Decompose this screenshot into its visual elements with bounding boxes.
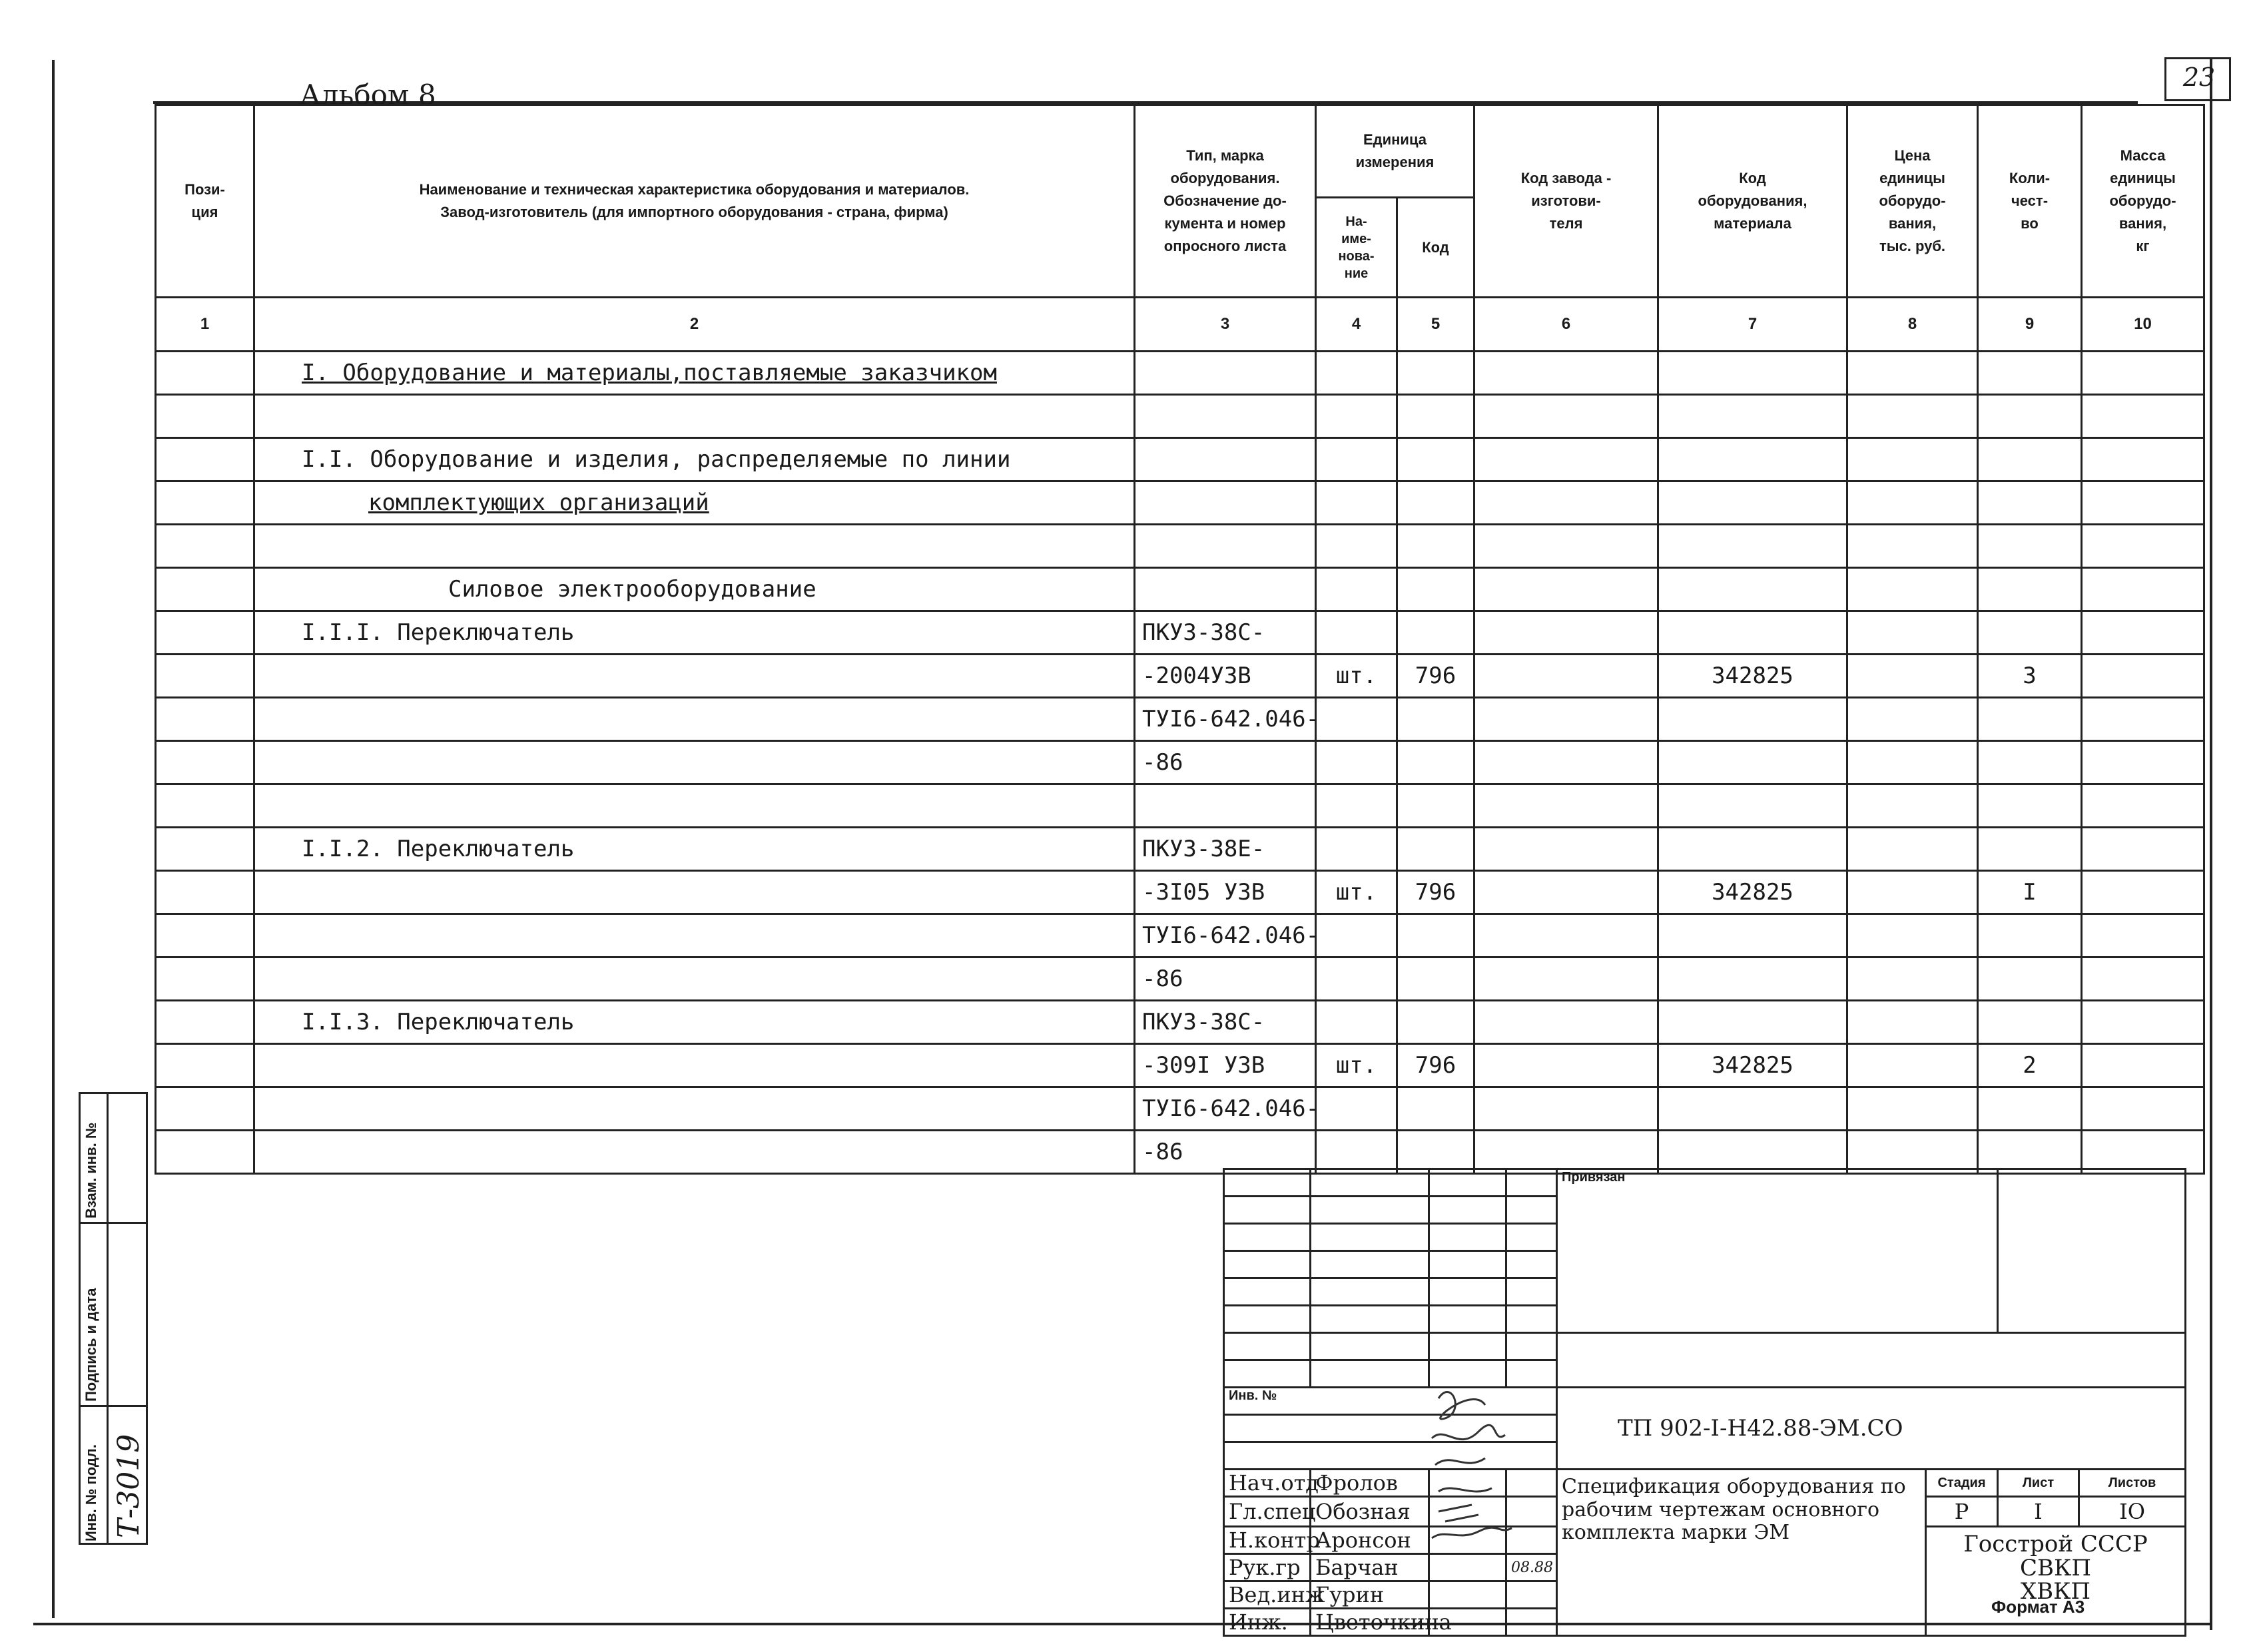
price-cell: [1847, 438, 1978, 481]
unit-code-cell: [1397, 352, 1474, 395]
mass-cell: [2082, 395, 2204, 438]
staff-name: Фролов: [1311, 1470, 1429, 1497]
unit-name-cell: [1316, 958, 1397, 1001]
name-cell: I. Оборудование и материалы,поставляемые заказчиком: [254, 352, 1135, 395]
pos-cell: [156, 958, 254, 1001]
price-cell: [1847, 525, 1978, 568]
qty-cell: [1978, 1001, 2082, 1044]
unit-code-cell: [1397, 784, 1474, 828]
unit-name-cell: [1316, 914, 1397, 958]
mass-cell: [2082, 828, 2204, 871]
name-cell: [254, 525, 1135, 568]
sheets-label: Листов: [2079, 1470, 2186, 1497]
type-cell: -86: [1135, 1131, 1316, 1174]
table-row: [156, 395, 2204, 438]
unit-name-cell: шт.: [1316, 871, 1397, 914]
name-cell: I.I.2. Переключатель: [254, 828, 1135, 871]
staff-name: Барчан: [1311, 1554, 1429, 1581]
name-cell: [254, 741, 1135, 784]
table-row: [156, 481, 2204, 525]
maker-code-cell: [1474, 481, 1658, 525]
unit-code-cell: [1397, 438, 1474, 481]
type-cell: ПКУЗ-38Е-: [1135, 828, 1316, 871]
name-cell: [254, 958, 1135, 1001]
mass-cell: [2082, 1001, 2204, 1044]
type-cell: [1135, 395, 1316, 438]
qty-cell: I: [1978, 871, 2082, 914]
unit-name-cell: [1316, 784, 1397, 828]
staff-name: Цветочкина: [1311, 1609, 1429, 1636]
column-number: 8: [1847, 298, 1978, 352]
type-cell: [1135, 481, 1316, 525]
maker-code-cell: [1474, 698, 1658, 741]
format-label: Формат А3: [1991, 1597, 2085, 1617]
column-number: 10: [2082, 298, 2204, 352]
column-number-row: [156, 298, 2204, 352]
column-number: 1: [156, 298, 254, 352]
sheet-value: I: [1998, 1497, 2079, 1527]
qty-cell: [1978, 481, 2082, 525]
inventory-handwritten: Т-3019: [112, 1434, 146, 1538]
header-row: [156, 105, 2204, 198]
header-qty: Коли- чест- во: [1978, 105, 2082, 298]
unit-name-cell: [1316, 1001, 1397, 1044]
unit-name-cell: [1316, 741, 1397, 784]
mass-cell: [2082, 525, 2204, 568]
pos-cell: [156, 1087, 254, 1131]
qty-cell: 3: [1978, 655, 2082, 698]
type-cell: -86: [1135, 958, 1316, 1001]
maker-code-cell: [1474, 611, 1658, 655]
blank-strip: [1557, 1333, 2186, 1388]
pos-cell: [156, 741, 254, 784]
type-cell: ПКУЗ-38С-: [1135, 1001, 1316, 1044]
signature: [1429, 1554, 1506, 1581]
price-cell: [1847, 1131, 1978, 1174]
unit-code-cell: [1397, 481, 1474, 525]
price-cell: [1847, 828, 1978, 871]
frame-right: [2210, 59, 2212, 1630]
mass-cell: [2082, 655, 2204, 698]
qty-cell: 2: [1978, 1044, 2082, 1087]
price-cell: [1847, 568, 1978, 611]
table-row: [156, 655, 2204, 698]
equipment-code-cell: 342825: [1658, 655, 1847, 698]
maker-code-cell: [1474, 784, 1658, 828]
unit-code-cell: [1397, 828, 1474, 871]
type-cell: [1135, 568, 1316, 611]
equipment-code-cell: [1658, 611, 1847, 655]
column-number: 7: [1658, 298, 1847, 352]
maker-code-cell: [1474, 1044, 1658, 1087]
equipment-code-cell: [1658, 438, 1847, 481]
staff-name: Обозная: [1311, 1497, 1429, 1527]
title-block: [1223, 1168, 2186, 1637]
equipment-code-cell: [1658, 352, 1847, 395]
pos-cell: [156, 611, 254, 655]
mass-cell: [2082, 438, 2204, 481]
maker-code-cell: [1474, 1001, 1658, 1044]
maker-code-cell: [1474, 914, 1658, 958]
price-cell: [1847, 871, 1978, 914]
mass-cell: [2082, 958, 2204, 1001]
qty-cell: [1978, 914, 2082, 958]
unit-name-cell: [1316, 395, 1397, 438]
column-number: 5: [1397, 298, 1474, 352]
pos-cell: [156, 655, 254, 698]
type-cell: -2004УЗВ: [1135, 655, 1316, 698]
inv-no-label: Инв. №: [1224, 1388, 1557, 1415]
sheets-value: IO: [2079, 1497, 2186, 1527]
column-number: 6: [1474, 298, 1658, 352]
column-number: 4: [1316, 298, 1397, 352]
column-number: 9: [1978, 298, 2082, 352]
type-cell: [1135, 438, 1316, 481]
equipment-code-cell: [1658, 1001, 1847, 1044]
equipment-code-cell: [1658, 1087, 1847, 1131]
mass-cell: [2082, 352, 2204, 395]
type-cell: -309I УЗВ: [1135, 1044, 1316, 1087]
qty-cell: [1978, 568, 2082, 611]
pos-cell: [156, 1131, 254, 1174]
mass-cell: [2082, 1087, 2204, 1131]
table-row: [156, 1044, 2204, 1087]
mass-cell: [2082, 568, 2204, 611]
unit-name-cell: шт.: [1316, 655, 1397, 698]
unit-name-cell: [1316, 698, 1397, 741]
frame-left: [52, 60, 55, 1618]
staff-row-0: [1224, 1470, 2186, 1497]
maker-code-cell: [1474, 525, 1658, 568]
organization: Госстрой СССР СВКП ХВКП: [1926, 1527, 2186, 1636]
unit-code-cell: 796: [1397, 655, 1474, 698]
unit-name-cell: [1316, 1131, 1397, 1174]
table-row: [156, 1087, 2204, 1131]
unit-name-cell: [1316, 611, 1397, 655]
album-label: Альбом 8: [300, 79, 436, 111]
equipment-code-cell: [1658, 958, 1847, 1001]
qty-cell: [1978, 784, 2082, 828]
name-cell: [254, 1087, 1135, 1131]
staff-role: Н.контр: [1224, 1527, 1311, 1554]
table-row: [156, 352, 2204, 395]
pos-cell: [156, 352, 254, 395]
price-cell: [1847, 958, 1978, 1001]
maker-code-cell: [1474, 352, 1658, 395]
qty-cell: [1978, 611, 2082, 655]
mass-cell: [2082, 1131, 2204, 1174]
name-cell: [254, 655, 1135, 698]
doc-code: ТП 902-I-Н42.88-ЭМ.СО: [1557, 1388, 2186, 1470]
sheet-number: 23: [2182, 63, 2216, 92]
table-row: [156, 1001, 2204, 1044]
column-number: 3: [1135, 298, 1316, 352]
unit-name-cell: [1316, 481, 1397, 525]
price-cell: [1847, 352, 1978, 395]
price-cell: [1847, 1044, 1978, 1087]
table-row: [156, 611, 2204, 655]
price-cell: [1847, 655, 1978, 698]
name-cell: [254, 1131, 1135, 1174]
unit-code-cell: 796: [1397, 871, 1474, 914]
qty-cell: [1978, 395, 2082, 438]
header-unit-code: Код: [1397, 198, 1474, 298]
column-number: 2: [254, 298, 1135, 352]
mass-cell: [2082, 741, 2204, 784]
name-cell: [254, 914, 1135, 958]
pos-cell: [156, 914, 254, 958]
staff-role: Инж.: [1224, 1609, 1311, 1636]
equipment-code-cell: [1658, 525, 1847, 568]
pos-cell: [156, 525, 254, 568]
signatures: [1425, 1372, 1518, 1545]
unit-code-cell: [1397, 1131, 1474, 1174]
price-cell: [1847, 1087, 1978, 1131]
unit-code-cell: [1397, 1087, 1474, 1131]
price-cell: [1847, 741, 1978, 784]
unit-code-cell: [1397, 568, 1474, 611]
table-row: [156, 741, 2204, 784]
equipment-code-cell: [1658, 698, 1847, 741]
unit-code-cell: [1397, 1001, 1474, 1044]
date: 08.88: [1506, 1554, 1557, 1581]
maker-code-cell: [1474, 1087, 1658, 1131]
description: Спецификация оборудования по рабочим чертежам основного комплекта марки ЭМ: [1557, 1470, 1926, 1636]
type-cell: ТУI6-642.046-: [1135, 1087, 1316, 1131]
type-cell: -3I05 УЗВ: [1135, 871, 1316, 914]
side-label-vzam-inv: Взам. инв. №: [83, 1122, 99, 1219]
equipment-code-cell: [1658, 568, 1847, 611]
name-cell: [254, 784, 1135, 828]
price-cell: [1847, 698, 1978, 741]
mass-cell: [2082, 481, 2204, 525]
unit-name-cell: [1316, 1087, 1397, 1131]
name-cell: I.I.3. Переключатель: [254, 1001, 1135, 1044]
unit-code-cell: [1397, 914, 1474, 958]
table-row: [156, 525, 2204, 568]
name-cell: [254, 1044, 1135, 1087]
table-row: [156, 1131, 2204, 1174]
table-row: [156, 438, 2204, 481]
type-cell: [1135, 525, 1316, 568]
name-cell: комплектующих организаций: [254, 481, 1135, 525]
mass-cell: [2082, 871, 2204, 914]
maker-code-cell: [1474, 828, 1658, 871]
equipment-code-cell: [1658, 914, 1847, 958]
type-cell: [1135, 352, 1316, 395]
name-cell: [254, 871, 1135, 914]
qty-cell: [1978, 438, 2082, 481]
maker-code-cell: [1474, 958, 1658, 1001]
equipment-code-cell: [1658, 481, 1847, 525]
name-cell: Силовое электрооборудование: [254, 568, 1135, 611]
side-label-signature-date: Подпись и дата: [83, 1288, 99, 1402]
price-cell: [1847, 1001, 1978, 1044]
qty-cell: [1978, 698, 2082, 741]
specification-table: [155, 104, 2205, 1175]
unit-name-cell: [1316, 525, 1397, 568]
privyazan-label: Привязан: [1557, 1169, 1998, 1333]
header-name: Наименование и техническая характеристика оборудования и материалов. Завод-изготовитель (для импортного оборудования - страна, фирма): [254, 105, 1135, 298]
side-label-inv-podl: Инв. № подл.: [83, 1444, 99, 1541]
type-cell: -86: [1135, 741, 1316, 784]
pos-cell: [156, 481, 254, 525]
unit-code-cell: [1397, 525, 1474, 568]
header-price: Цена единицы оборудо- вания, тыс. руб.: [1847, 105, 1978, 298]
pos-cell: [156, 568, 254, 611]
header-code: Код оборудования, материала: [1658, 105, 1847, 298]
unit-code-cell: [1397, 611, 1474, 655]
equipment-code-cell: 342825: [1658, 1044, 1847, 1087]
qty-cell: [1978, 1087, 2082, 1131]
table-row: [156, 914, 2204, 958]
unit-name-cell: [1316, 828, 1397, 871]
staff-role: Рук.гр: [1224, 1554, 1311, 1581]
header-type: Тип, марка оборудования. Обозначение до- кумента и номер опросного листа: [1135, 105, 1316, 298]
table-row: [156, 784, 2204, 828]
table-row: [156, 698, 2204, 741]
pos-cell: [156, 1001, 254, 1044]
privyazan-value: [1998, 1169, 2186, 1333]
pos-cell: [156, 828, 254, 871]
mass-cell: [2082, 914, 2204, 958]
staff-role: Гл.спец: [1224, 1497, 1311, 1527]
header-pos: Пози- ция: [156, 105, 254, 298]
maker-code-cell: [1474, 741, 1658, 784]
maker-code-cell: [1474, 438, 1658, 481]
table-row: [156, 871, 2204, 914]
qty-cell: [1978, 828, 2082, 871]
maker-code-cell: [1474, 871, 1658, 914]
qty-cell: [1978, 525, 2082, 568]
unit-code-cell: [1397, 958, 1474, 1001]
mass-cell: [2082, 1044, 2204, 1087]
signature: [1429, 1581, 1506, 1609]
qty-cell: [1978, 741, 2082, 784]
maker-code-cell: [1474, 1131, 1658, 1174]
name-cell: [254, 395, 1135, 438]
equipment-code-cell: 342825: [1658, 871, 1847, 914]
header-mass: Масса единицы оборудо- вания, кг: [2082, 105, 2204, 298]
unit-code-cell: [1397, 741, 1474, 784]
unit-name-cell: [1316, 438, 1397, 481]
staff-name: Гурин: [1311, 1581, 1429, 1609]
type-cell: [1135, 784, 1316, 828]
name-cell: [254, 698, 1135, 741]
type-cell: ТУI6-642.046-: [1135, 914, 1316, 958]
header-unit-name: На- име- нова- ние: [1316, 198, 1397, 298]
type-cell: ТУI6-642.046-: [1135, 698, 1316, 741]
qty-cell: [1978, 1131, 2082, 1174]
table-row: [156, 828, 2204, 871]
pos-cell: [156, 698, 254, 741]
equipment-code-cell: [1658, 1131, 1847, 1174]
staff-role: Нач.отд: [1224, 1470, 1311, 1497]
unit-code-cell: [1397, 395, 1474, 438]
equipment-code-cell: [1658, 395, 1847, 438]
maker-code-cell: [1474, 395, 1658, 438]
header-maker: Код завода - изготови- теля: [1474, 105, 1658, 298]
price-cell: [1847, 784, 1978, 828]
maker-code-cell: [1474, 568, 1658, 611]
price-cell: [1847, 914, 1978, 958]
equipment-code-cell: [1658, 828, 1847, 871]
unit-name-cell: [1316, 568, 1397, 611]
maker-code-cell: [1474, 655, 1658, 698]
stage-label: Стадия: [1926, 1470, 1998, 1497]
unit-name-cell: [1316, 352, 1397, 395]
qty-cell: [1978, 958, 2082, 1001]
staff-name: Аронсон: [1311, 1527, 1429, 1554]
pos-cell: [156, 871, 254, 914]
mass-cell: [2082, 611, 2204, 655]
equipment-code-cell: [1658, 784, 1847, 828]
sheet-label: Лист: [1998, 1470, 2079, 1497]
table-row: [156, 568, 2204, 611]
mass-cell: [2082, 698, 2204, 741]
stage-value: Р: [1926, 1497, 1998, 1527]
header-unit: Единица измерения: [1316, 105, 1474, 198]
price-cell: [1847, 611, 1978, 655]
table-row: [156, 958, 2204, 1001]
qty-cell: [1978, 352, 2082, 395]
unit-code-cell: 796: [1397, 1044, 1474, 1087]
name-cell: I.I.I. Переключатель: [254, 611, 1135, 655]
pos-cell: [156, 438, 254, 481]
unit-name-cell: шт.: [1316, 1044, 1397, 1087]
name-cell: I.I. Оборудование и изделия, распределяемые по линии: [254, 438, 1135, 481]
price-cell: [1847, 395, 1978, 438]
unit-code-cell: [1397, 698, 1474, 741]
mass-cell: [2082, 784, 2204, 828]
price-cell: [1847, 481, 1978, 525]
staff-role: Вед.инж: [1224, 1581, 1311, 1609]
pos-cell: [156, 784, 254, 828]
pos-cell: [156, 1044, 254, 1087]
equipment-code-cell: [1658, 741, 1847, 784]
pos-cell: [156, 395, 254, 438]
type-cell: ПКУЗ-38С-: [1135, 611, 1316, 655]
